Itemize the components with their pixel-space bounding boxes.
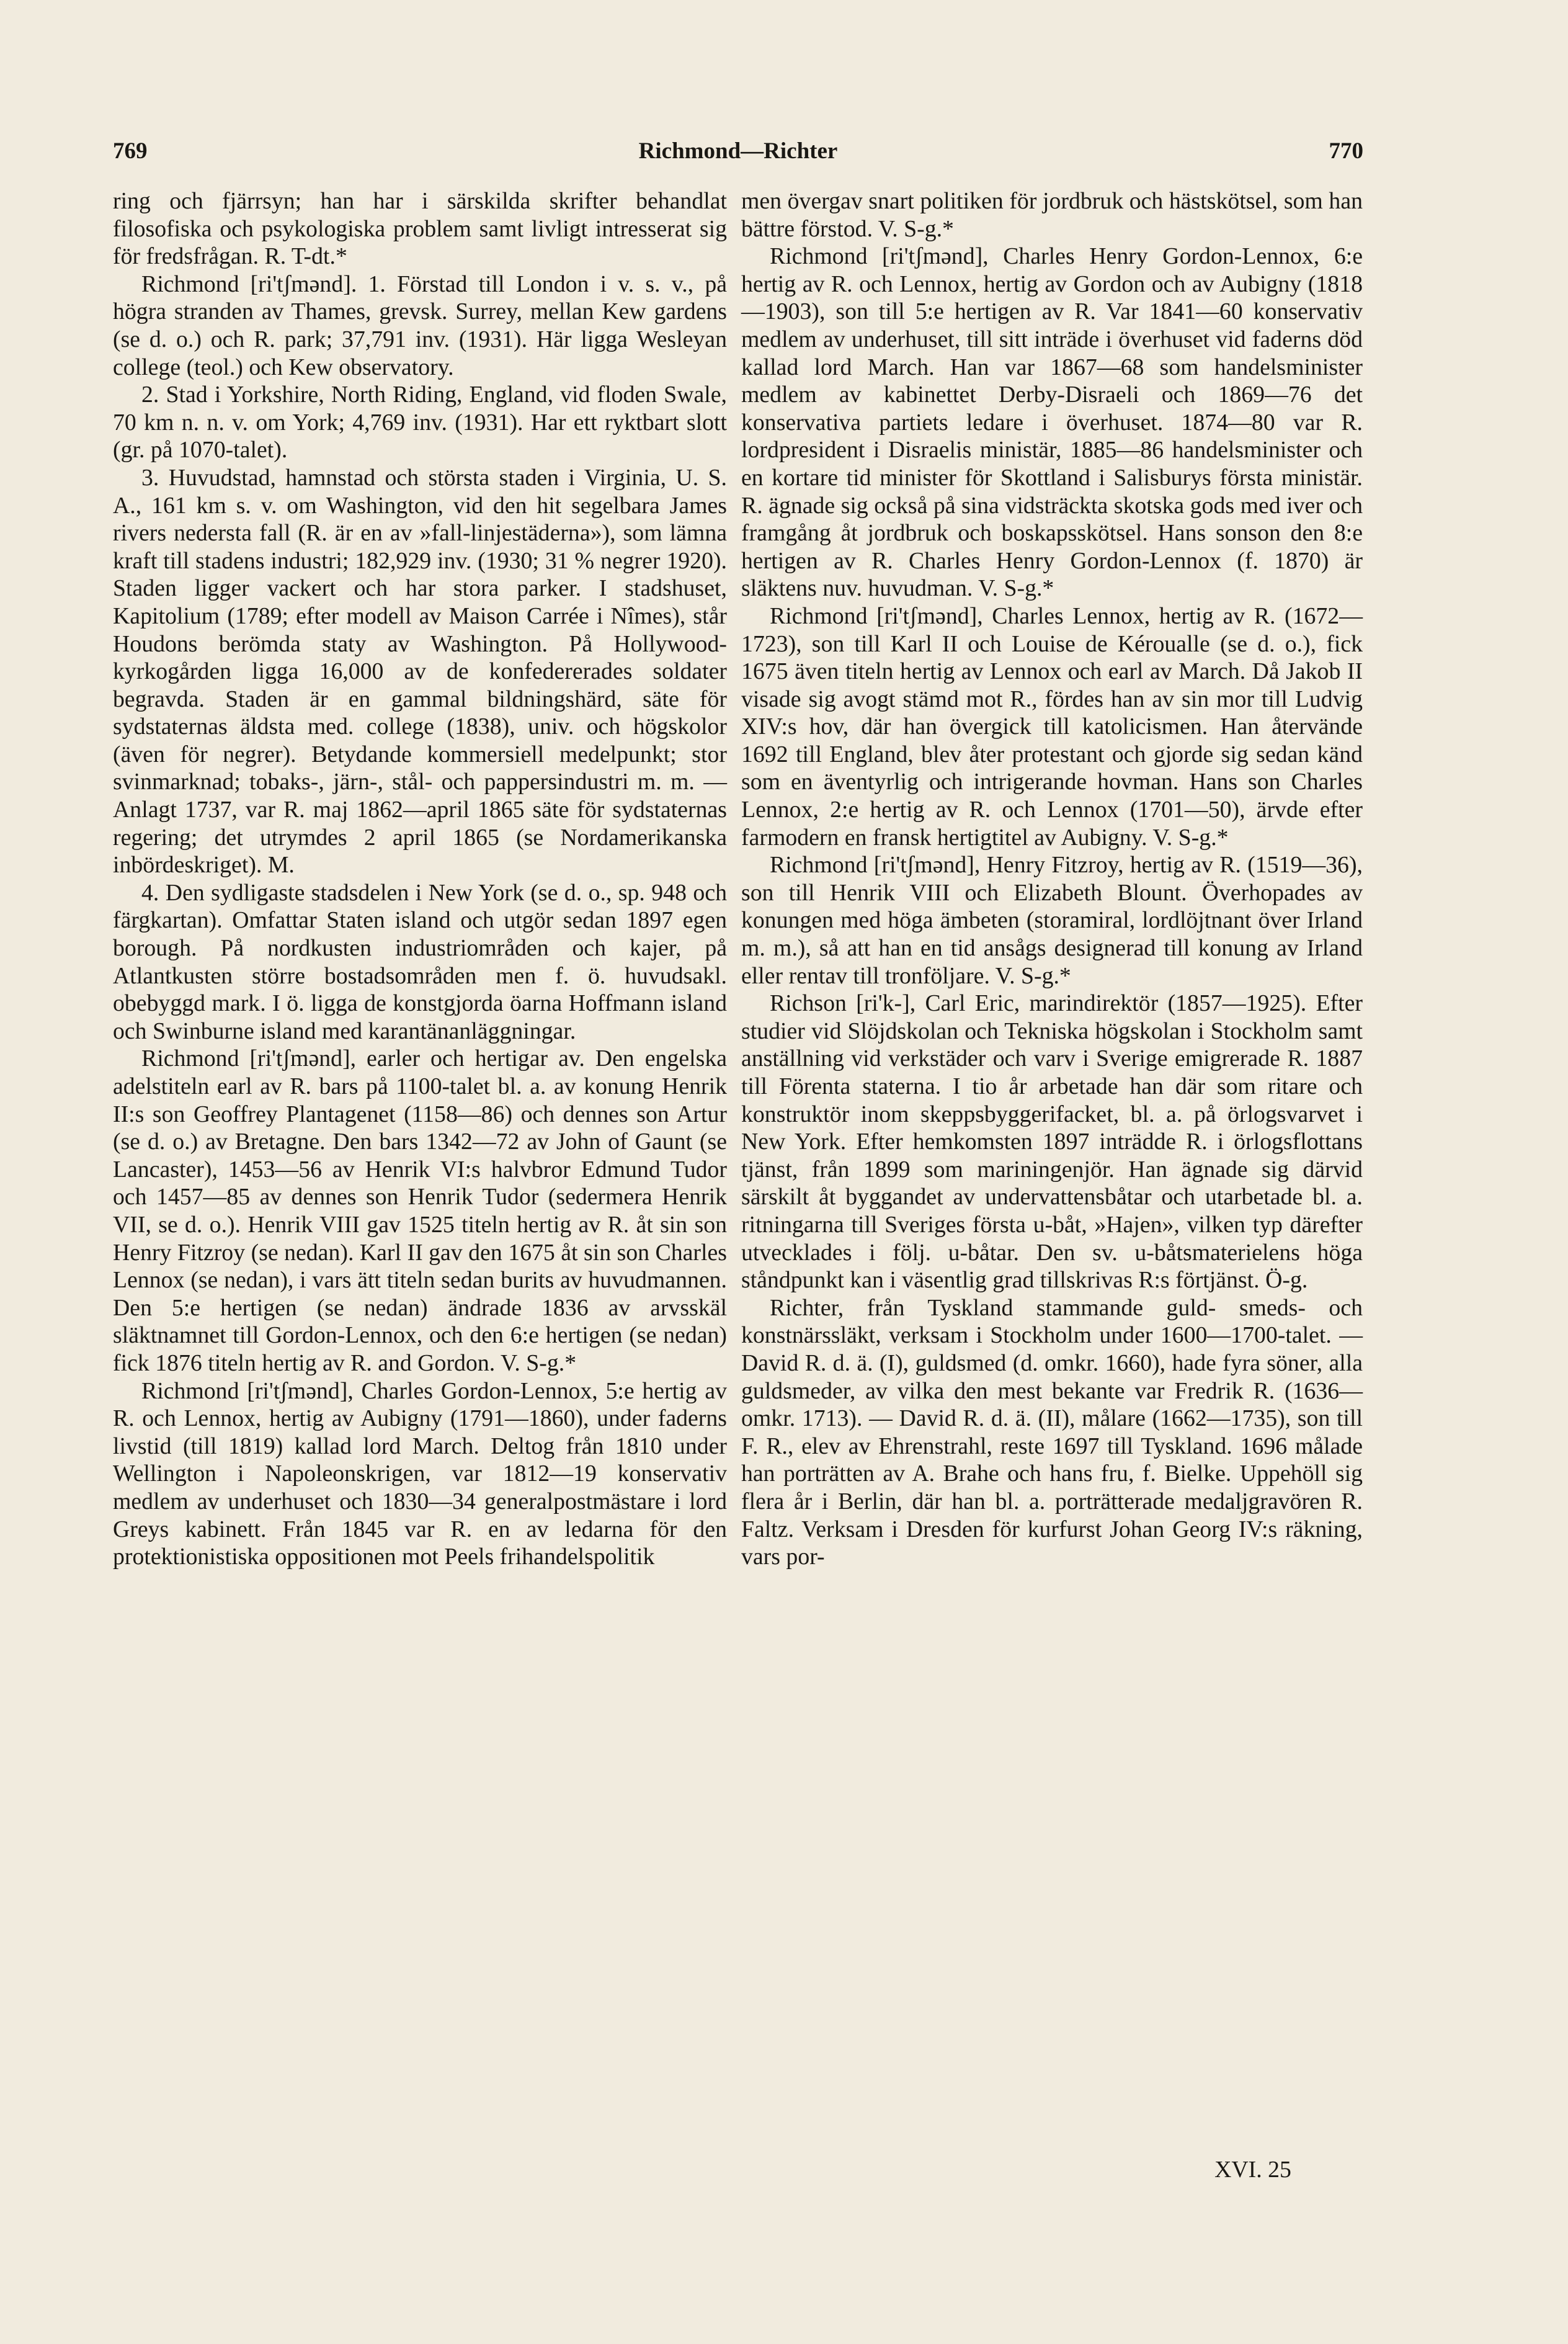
right-column — [741, 187, 1363, 1571]
entry-richson: Richson [ri'k-], Carl Eric, marindirektör (1857—1925). Efter studier vid Slöjdskolan och Tekniska högskolan i Stockholm samt anställning vid verkstäder och varv i Sverige emigrerade R. 1887 till Förenta staterna. I tio år arbetade han där som ritare och konstruktör inom skeppsbyggerifacket, bl. a. på örlogsvarvet i New York. Efter hemkomsten 1897 inträdde R. i örlogsflottans tjänst, från 1899 som mariningenjör. Han ägnade sig därvid särskilt åt byggandet av undervattensbåtar och utarbetade bl. a. ritningarna till Sveriges första u-båt, »Hajen», vilken typ därefter utvecklades i följ. u-båtar. Den sv. u-båtsmaterielens höga ståndpunkt kan i väsentlig grad tillskrivas R:s förtjänst. Ö-g. — [741, 990, 1363, 1294]
entry-richmond-henry-fitzroy: Richmond [ri'tʃmənd], Henry Fitzroy, hertig av R. (1519—36), son till Henrik VIII och Elizabeth Blount. Överhopades av konungen med höga ämbeten (storamiral, lordlöjtnant över Irland m. m.), så att han en tid ansågs designerad till konung av Irland eller rentav till tronföljare. V. S-g.* — [741, 852, 1363, 989]
entry-richmond-new-york: 4. Den sydligaste stadsdelen i New York (se d. o., sp. 948 och färgkartan). Omfattar Staten island och utgör sedan 1897 egen borough. På nordkusten industriområden och kajer, på Atlantkusten större bostadsområden men f. ö. huvudsakl. obebyggd mark. I ö. ligga de konstgjorda öarna Hoffmann island och Swinburne island med karantänanläggningar. — [113, 879, 727, 1044]
page-number-right: 770 — [1329, 138, 1363, 164]
left-column — [113, 187, 727, 1571]
right-paragraph-1: men övergav snart politiken för jordbruk och hästskötsel, som han bättre förstod. V. S-g.* — [741, 188, 1363, 242]
entry-richmond-charles-lennox: Richmond [ri'tʃmənd], Charles Lennox, hertig av R. (1672—1723), son till Karl II och Louise de Kéroualle (se d. o.), fick 1675 även titeln hertig av Lennox och earl av March. Då Jakob II visade sig avogt stämd mot R., fördes han av sin mor till Ludvig XIV:s hov, där han övergick till katolicismen. Han återvände 1692 till England, blev åter protestant och gjorde sig sedan känd som en äventyrlig och intrigerande hovman. Hans son Charles Lennox, 2:e hertig av R. och Lennox (1701—50), ärvde efter farmodern en fransk hertigtitel av Aubigny. V. S-g.* — [741, 602, 1363, 851]
left-paragraph-1: ring och fjärrsyn; han har i särskilda skrifter behandlat filosofiska och psykologiska problem samt livligt intresserat sig för fredsfrågan. R. T-dt.* — [113, 188, 727, 270]
entry-richter: Richter, från Tyskland stammande guld- smeds- och konstnärssläkt, verksam i Stockholm under 1600—1700-talet. — David R. d. ä. (I), guldsmed (d. omkr. 1660), hade fyra söner, alla guldsmeder, av vilka den mest bekante var Fredrik R. (1636—omkr. 1713). — David R. d. ä. (II), målare (1662—1735), son till F. R., elev av Ehrenstrahl, reste 1697 till Tyskland. 1696 målade han porträtten av A. Brahe och hans fru, f. Bielke. Uppehöll sig flera år i Berlin, där han bl. a. porträtterade medaljgravören R. Faltz. Verksam i Dresden för kurfurst Johan Georg IV:s räkning, vars por- — [741, 1294, 1363, 1570]
page-header — [113, 138, 1363, 175]
entry-richmond-earls: Richmond [ri'tʃmənd], earler och hertigar av. Den engelska adelstiteln earl av R. bars på 1100-talet bl. a. av konung Henrik II:s son Geoffrey Plantagenet (1158—86) och dennes son Artur (se d. o.) av Bretagne. Den bars 1342—72 av John of Gaunt (se Lancaster), 1453—56 av Henrik VI:s halvbror Edmund Tudor och 1457—85 av dennes son Henrik Tudor (sedermera Henrik VII, se d. o.). Henrik VIII gav 1525 titeln hertig av R. åt sin son Henry Fitzroy (se nedan). Karl II gav den 1675 åt sin son Charles Lennox (se nedan), i vars ätt titeln sedan burits av huvudmannen. Den 5:e hertigen (se nedan) ändrade 1836 av arvsskäl släktnamnet till Gordon-Lennox, och den 6:e hertigen (se nedan) fick 1876 titeln hertig av R. and Gordon. V. S-g.* — [113, 1045, 727, 1376]
entry-richmond-place: Richmond [ri'tʃmənd]. 1. Förstad till London i v. s. v., på högra stranden av Thames, grevsk. Surrey, mellan Kew gardens (se d. o.) och R. park; 37,791 inv. (1931). Här ligga Wesleyan college (teol.) och Kew observatory. — [113, 271, 727, 380]
entry-richmond-charles-henry-gordon-lennox-6: Richmond [ri'tʃmənd], Charles Henry Gordon-Lennox, 6:e hertig av R. och Lennox, hertig av Gordon och av Aubigny (1818—1903), son till 5:e hertigen av R. Var 1841—60 konservativ medlem av underhuset, till sitt inträde i överhuset vid faderns död kallad lord March. Han var 1867—68 som handelsminister medlem av kabinettet Derby-Disraeli och 1869—76 det konservativa partiets ledare i överhuset. 1874—80 var R. lordpresident i Disraelis ministär, 1885—86 handelsminister och en kortare tid minister för Skottland i Salisburys första ministär. R. ägnade sig också på sina vidsträckta skotska gods med iver och framgång åt jordbruk och boskapsskötsel. Hans sonson den 8:e hertigen av R. Charles Henry Gordon-Lennox (f. 1870) är släktens nuv. huvudman. V. S-g.* — [741, 243, 1363, 602]
entry-richmond-yorkshire: 2. Stad i Yorkshire, North Riding, England, vid floden Swale, 70 km n. n. v. om York; 4,769 inv. (1931). Har ett ryktbart slott (gr. på 1070-talet). — [113, 382, 727, 463]
signature-mark: XVI. 25 — [1214, 2157, 1291, 2183]
page-number-left: 769 — [113, 138, 148, 164]
running-title: Richmond—Richter — [638, 138, 838, 164]
entry-richmond-charles-gordon-lennox-5: Richmond [ri'tʃmənd], Charles Gordon-Lennox, 5:e hertig av R. och Lennox, hertig av Aubigny (1791—1860), under faderns livstid (till 1819) kallad lord March. Deltog från 1810 under Wellington i Napoleonskrigen, var 1812—19 konservativ medlem av underhuset och 1830—34 generalpostmästare i lord Greys kabinett. Från 1845 var R. en av ledarna för den protektionistiska oppositionen mot Peels frihandelspolitik — [113, 1377, 727, 1570]
entry-richmond-virginia: 3. Huvudstad, hamnstad och största staden i Virginia, U. S. A., 161 km s. v. om Washington, vid den hit segelbara James rivers nedersta fall (R. är en av »fall-linjestäderna»), som lämna kraft till stadens industri; 182,929 inv. (1930; 31 % negrer 1920). Staden ligger vackert och har stora parker. I stadshuset, Kapitolium (1789; efter modell av Maison Carrée i Nîmes), står Houdons berömda staty av Washington. På Hollywood-kyrkogården ligga 16,000 av de konfedererades soldater begravda. Staden är en gammal bildningshärd, säte för sydstaternas äldsta med. college (1838), univ. och högskolor (även för negrer). Betydande kommersiell medelpunkt; stor svinmarknad; tobaks-, järn-, stål- och pappersindustri m. m. — Anlagt 1737, var R. maj 1862—april 1865 säte för sydstaternas regering; det utrymdes 2 april 1865 (se Nordamerikanska inbördeskriget). M. — [113, 464, 727, 879]
